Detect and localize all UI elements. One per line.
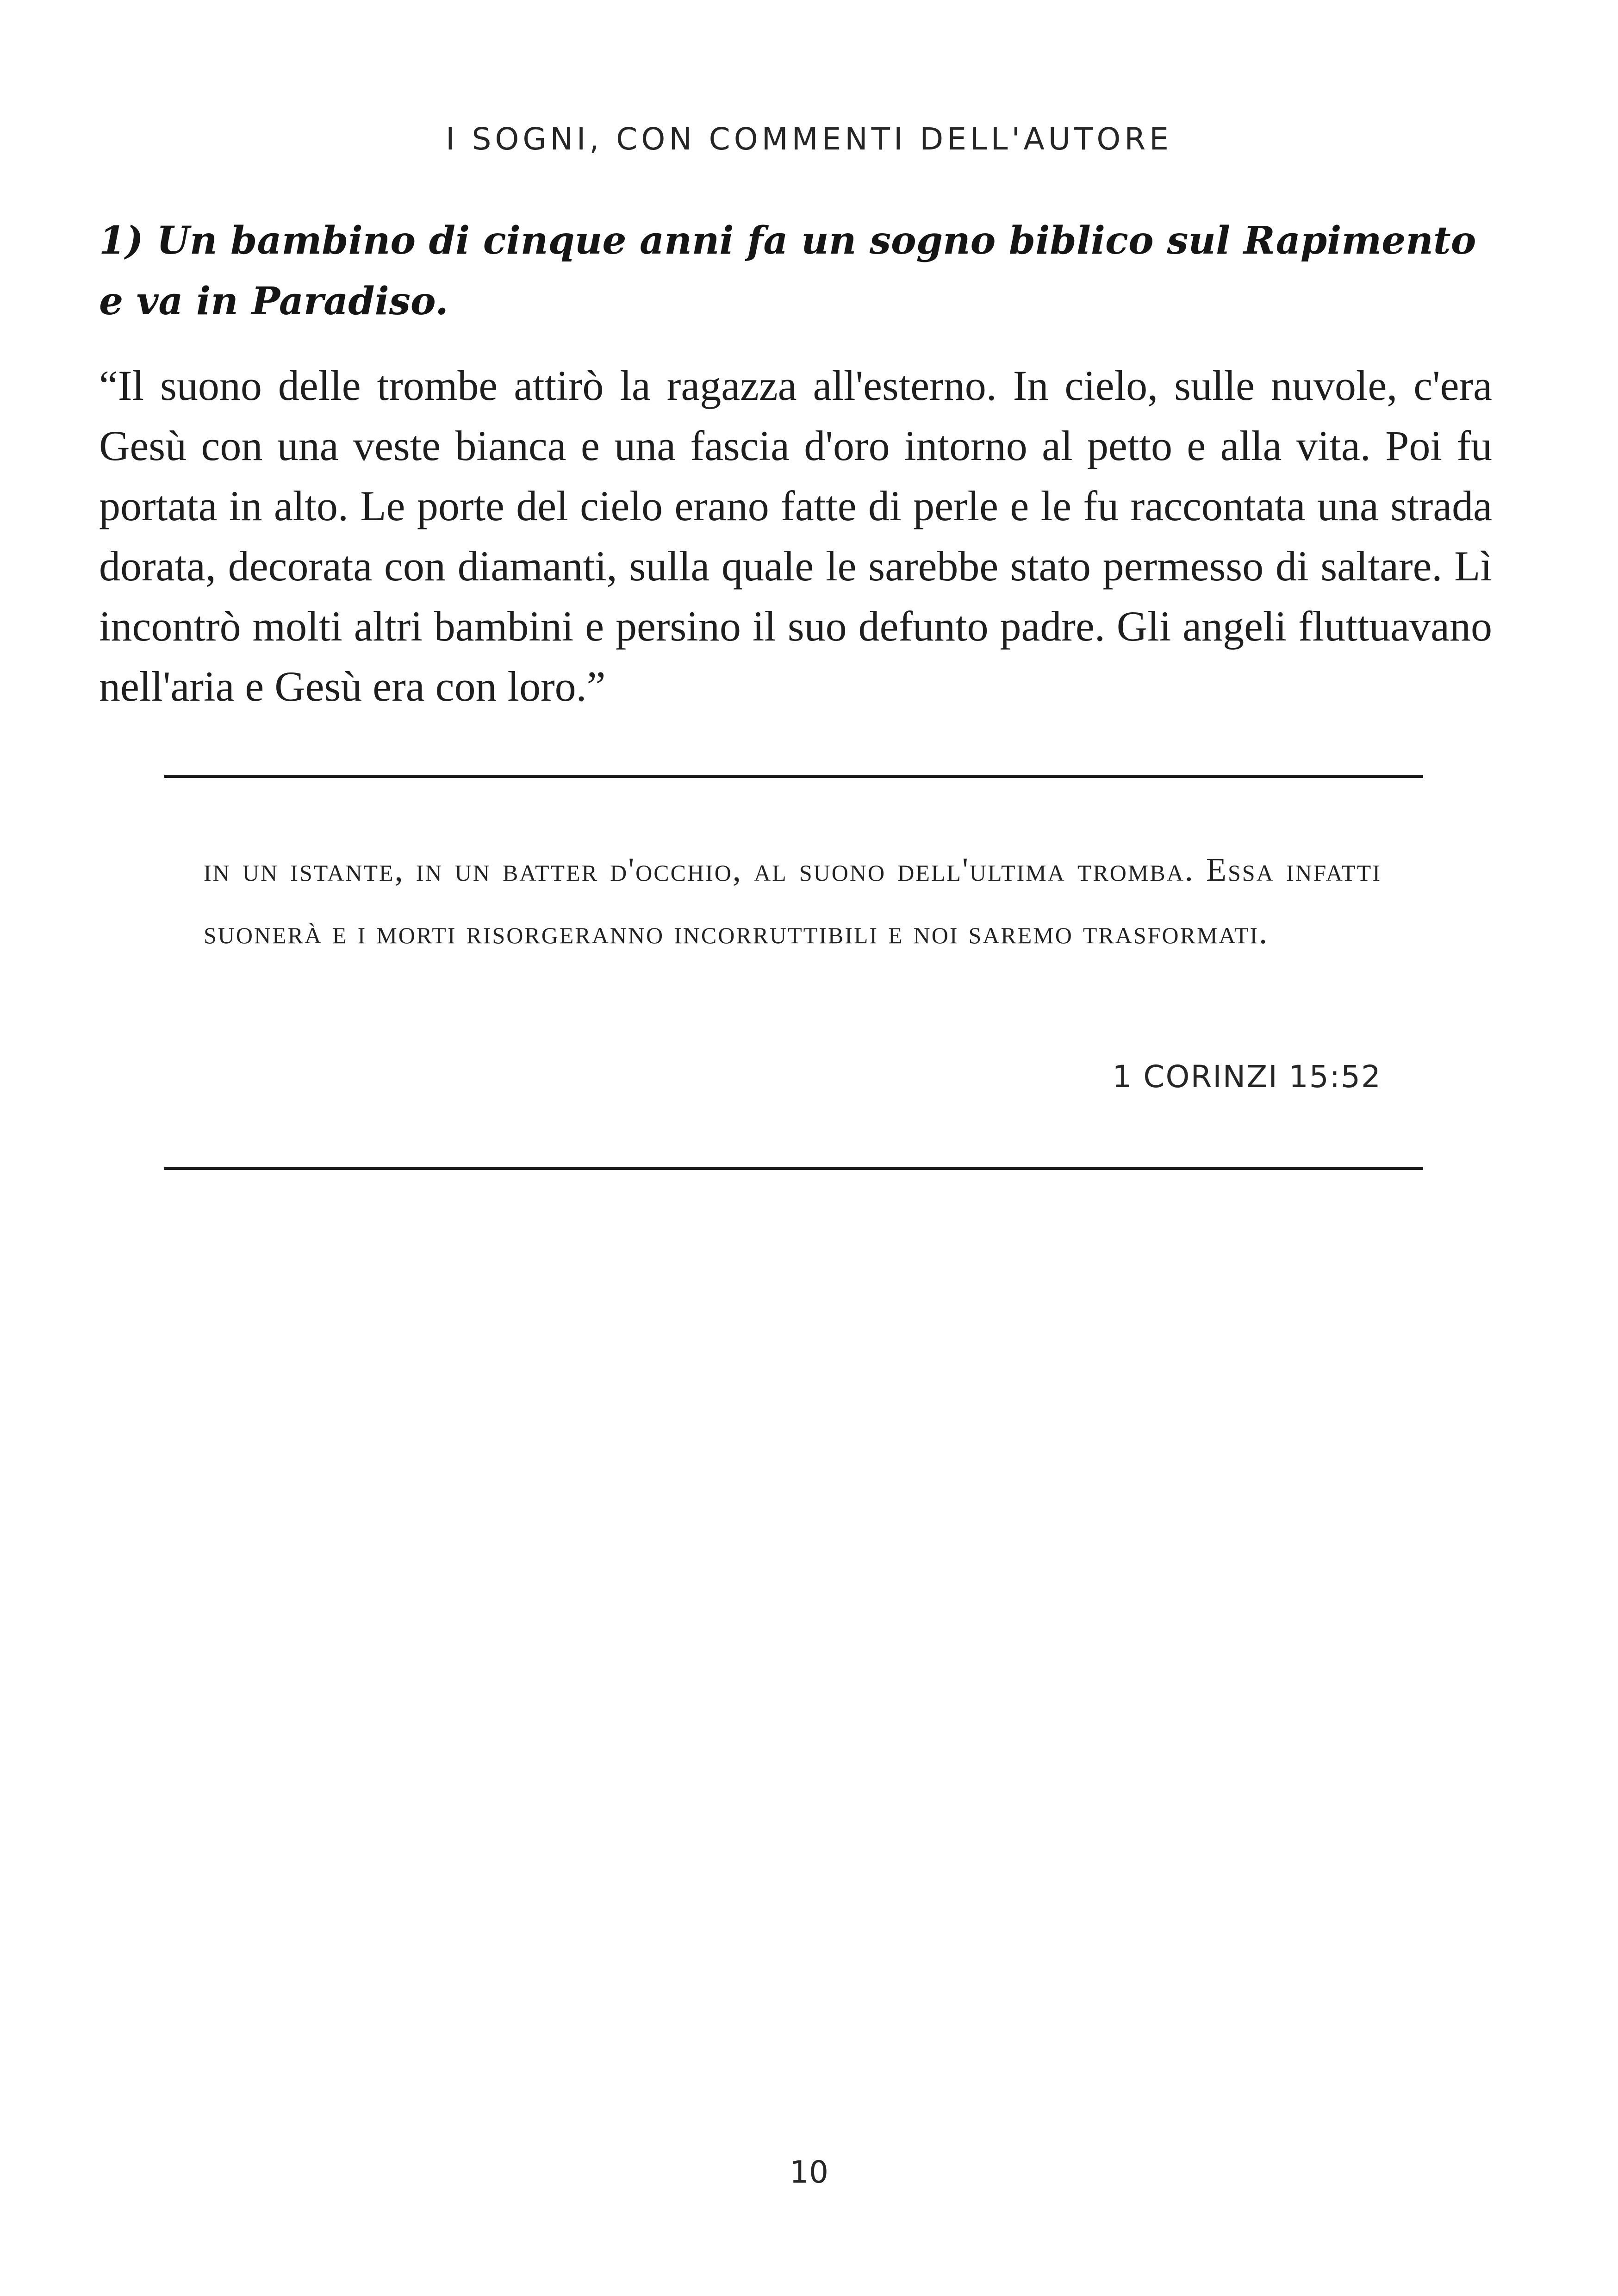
- quote-top-divider: [164, 775, 1423, 778]
- quote-bottom-divider: [164, 1167, 1423, 1170]
- section-heading: 1) Un bambino di cinque anni fa un sogno biblico sul Rapimento e va in Paradiso.: [99, 218, 1476, 324]
- running-header: I SOGNI, CON COMMENTI DELL'AUTORE: [446, 121, 1172, 157]
- dream-account-paragraph: “Il suono delle trombe attirò la ragazza all'esterno. In cielo, sulle nuvole, c'era Gesù con una veste bianca e una fascia d'oro intorno al petto e alla vita. Poi fu portata in alto. Le porte del cielo erano fatte di perle e le fu raccontata una strada dorata, decorata con diamanti, sulla quale le sarebbe stato permesso di saltare. Lì incontrò molti altri bambini e persino il suo defunto padre. Gli angeli fluttuavano nell'aria e Gesù era con loro.”: [99, 362, 1492, 710]
- page-number: 10: [790, 2154, 828, 2190]
- scripture-quote: in un istante, in un batter d'occhio, al suono dell'ultima tromba. Essa infatti suonerà e i morti risorgeranno incorruttibili e noi saremo trasformati.: [204, 851, 1382, 951]
- scripture-citation: 1 CORINZI 15:52: [1112, 1059, 1382, 1095]
